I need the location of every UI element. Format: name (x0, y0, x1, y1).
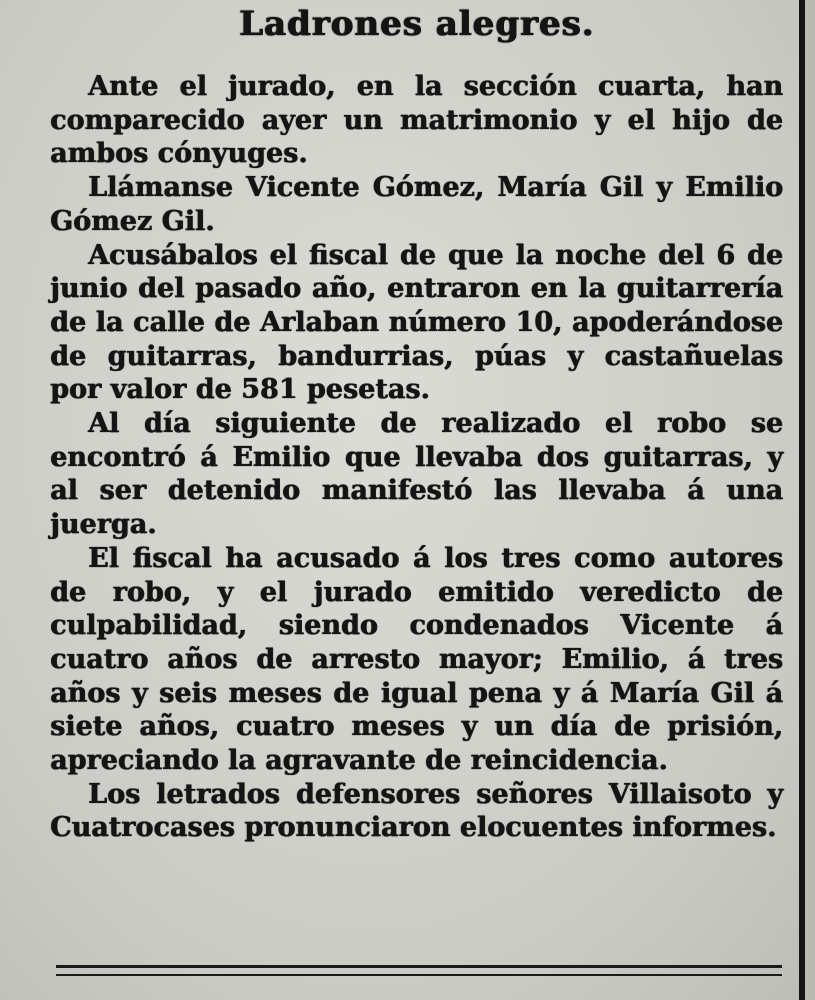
news-article (50, 0, 783, 845)
article-title: Ladrones alegres. (238, 4, 595, 44)
divider-line (56, 965, 782, 968)
divider-line (56, 974, 782, 976)
article-paragraph: Acusábalos el fiscal de que la noche del 6 de junio del pasado año, entraron en la guitarrería de la calle de Arlaban número 10, apoderándose de guitarras, bandurrias, púas y castañuelas por valor de 581 pesetas. (50, 239, 783, 406)
end-of-article-rule (56, 965, 782, 976)
page-margin (805, 0, 815, 1000)
article-paragraph: Los letrados defensores señores Villaisoto y Cuatrocases pronunciaron elocuentes informes. (50, 778, 783, 844)
article-paragraph: Ante el jurado, en la sección cuarta, han comparecido ayer un matrimonio y el hijo de ambos cónyuges. (50, 71, 783, 170)
article-paragraph: Llámanse Vicente Gómez, María Gil y Emilio Gómez Gil. (50, 172, 783, 237)
article-paragraph: Al día siguiente de realizado el robo se encontró á Emilio que llevaba dos guitarras, y al ser detenido manifestó las llevaba á una juerga. (50, 408, 783, 541)
article-paragraph: El fiscal ha acusado á los tres como autores de robo, y el jurado emitido veredicto de culpabilidad, siendo condenados Vicente á cuatro años de arresto mayor; Emilio, á tres años y seis meses de igual pena y á María Gil á siete años, cuatro meses y un día de prisión, apreciando la agravante de reincidencia. (50, 542, 783, 777)
